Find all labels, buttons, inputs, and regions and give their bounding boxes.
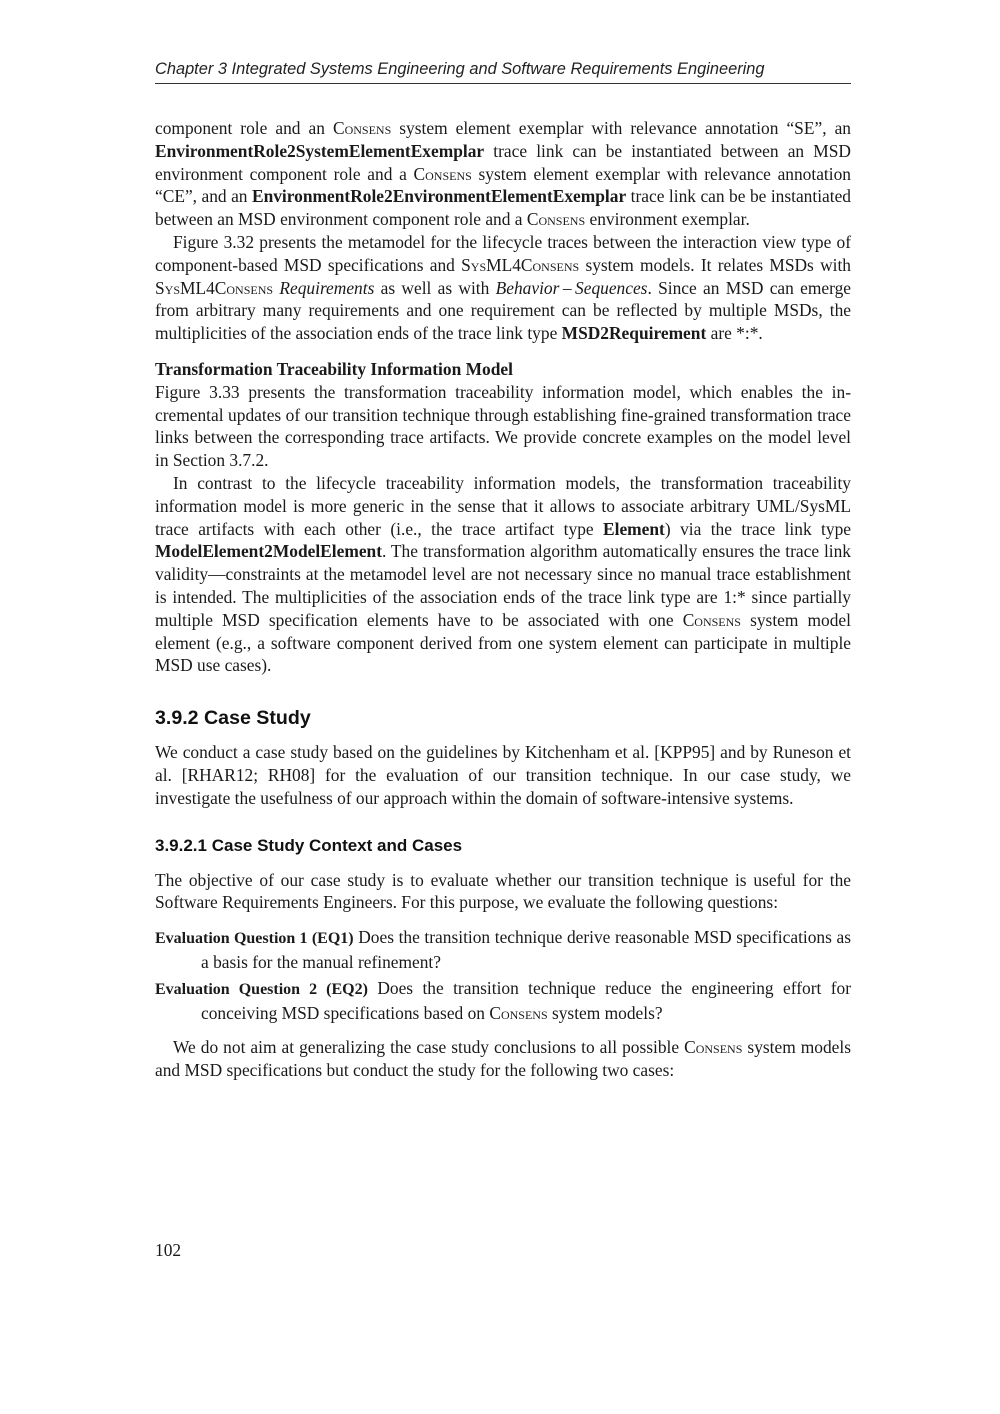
paragraph: We conduct a case study based on the guidelines by Kitchenham et al. [KPP95] and by Runeson et al. [RHAR12; RH08] for the evaluation of our transition technique. In our case study, we investigate the usefulness of our approach within the domain of software-intensive systems.	[155, 742, 851, 808]
trace-link-type: MSD2Requirement	[561, 323, 707, 344]
trace-link-type: EnvironmentRole2EnvironmentElementExemplar	[251, 186, 627, 207]
evaluation-question-1: Evaluation Question 1 (EQ1) Does the transition technique derive reasonable MSD specifications as a basis for the manual refinement?	[155, 927, 851, 972]
paragraph: The objective of our case study is to evaluate whether our transition technique is useful for the Software Requirements Engineers. For this purpose, we evaluate the following questions:	[155, 869, 851, 913]
consens-term: Consens	[682, 609, 741, 630]
running-head: Chapter 3 Integrated Systems Engineering and Software Requirements Engineering	[155, 58, 851, 84]
consens-term: Consens	[684, 1037, 743, 1058]
trace-link-type: EnvironmentRole2SystemElementExemplar	[155, 140, 485, 161]
evaluation-question-2: Evaluation Question 2 (EQ2) Does the transition technique reduce the engineering effort for conceiving MSD specifications based on Consens system models?	[155, 977, 851, 1023]
consens-term: Consens	[526, 209, 586, 230]
body-text	[155, 117, 851, 1082]
trace-link-type: ModelElement2ModelElement	[155, 541, 382, 562]
consens-term: Consens	[489, 1002, 548, 1023]
behavior-sequences-term: Behavior – Sequences	[495, 277, 648, 298]
consens-term: Consens	[413, 163, 472, 184]
paragraph: component role and an Consens system element exemplar with relevance annotation “SE”, an EnvironmentRole2SystemElementExemplar trace link can be instantiated between an MSD environment component role and a Consens system element exemplar with relevance annotation “CE”, and an EnvironmentRole2EnvironmentElementExemplar trace link can be be instantiated between an MSD environment component role and a Consens environment exemplar.	[155, 118, 851, 230]
paragraph: Figure 3.33 presents the transformation traceability information model, which enables the incremental updates of our transition technique through establishing fine-grained transformation trace links between the corresponding trace artifacts. We provide concrete examples on the model level in Section 3.7.2.	[155, 381, 851, 471]
requirements-term: Requirements	[279, 277, 375, 298]
section-heading: 3.9.2 Case Study	[155, 707, 311, 730]
question-label: Evaluation Question 1 (EQ1)	[155, 930, 354, 948]
consens-term: Consens	[332, 118, 392, 138]
sysml4consens-term: SysML4Consens	[155, 277, 274, 298]
paragraph: In contrast to the lifecycle traceability information models, the transformation traceability information model is more generic in the sense that it allows to associate arbitrary UML/SysML trace artifacts with each other (i.e., the trace artifact type Element) via the trace link type ModelElement2ModelElement. The transformation algorithm automatically ensures the trace link validity—constraints at the metamodel level are not necessary since no manual trace establishment is intended. The multiplicities of the association ends of the trace link type are 1:* since partially multiple MSD specification elements have to be associated with one Consens system model element (e.g., a software component derived from one system element can participate in multiple MSD use cases).	[155, 472, 851, 676]
trace-artifact-type: Element	[603, 518, 665, 539]
evaluation-questions	[155, 926, 851, 1024]
subsection-heading: 3.9.2.1 Case Study Context and Cases	[155, 835, 463, 855]
page-number: 102	[155, 1240, 182, 1260]
paragraph: Figure 3.32 presents the metamodel for the lifecycle traces between the interaction view type of component-based MSD specifications and SysML4Consens system models. It relates MSDs with SysML4Consens Requirements as well as with Behavior – Sequences. Since an MSD can emerge from arbitrary many requirements and one requirement can be reflected by multiple MSDs, the multiplicities of the association ends of the trace link type MSD2Requirement are *:*.	[155, 231, 852, 344]
question-label: Evaluation Question 2 (EQ2)	[155, 980, 368, 998]
sysml4consens-term: SysML4Consens	[461, 254, 580, 275]
paragraph: We do not aim at generalizing the case study conclusions to all possible Consens system models and MSD specifications but conduct the study for the following two cases:	[155, 1037, 851, 1081]
run-in-heading: Transformation Traceability Information Model	[155, 358, 513, 379]
